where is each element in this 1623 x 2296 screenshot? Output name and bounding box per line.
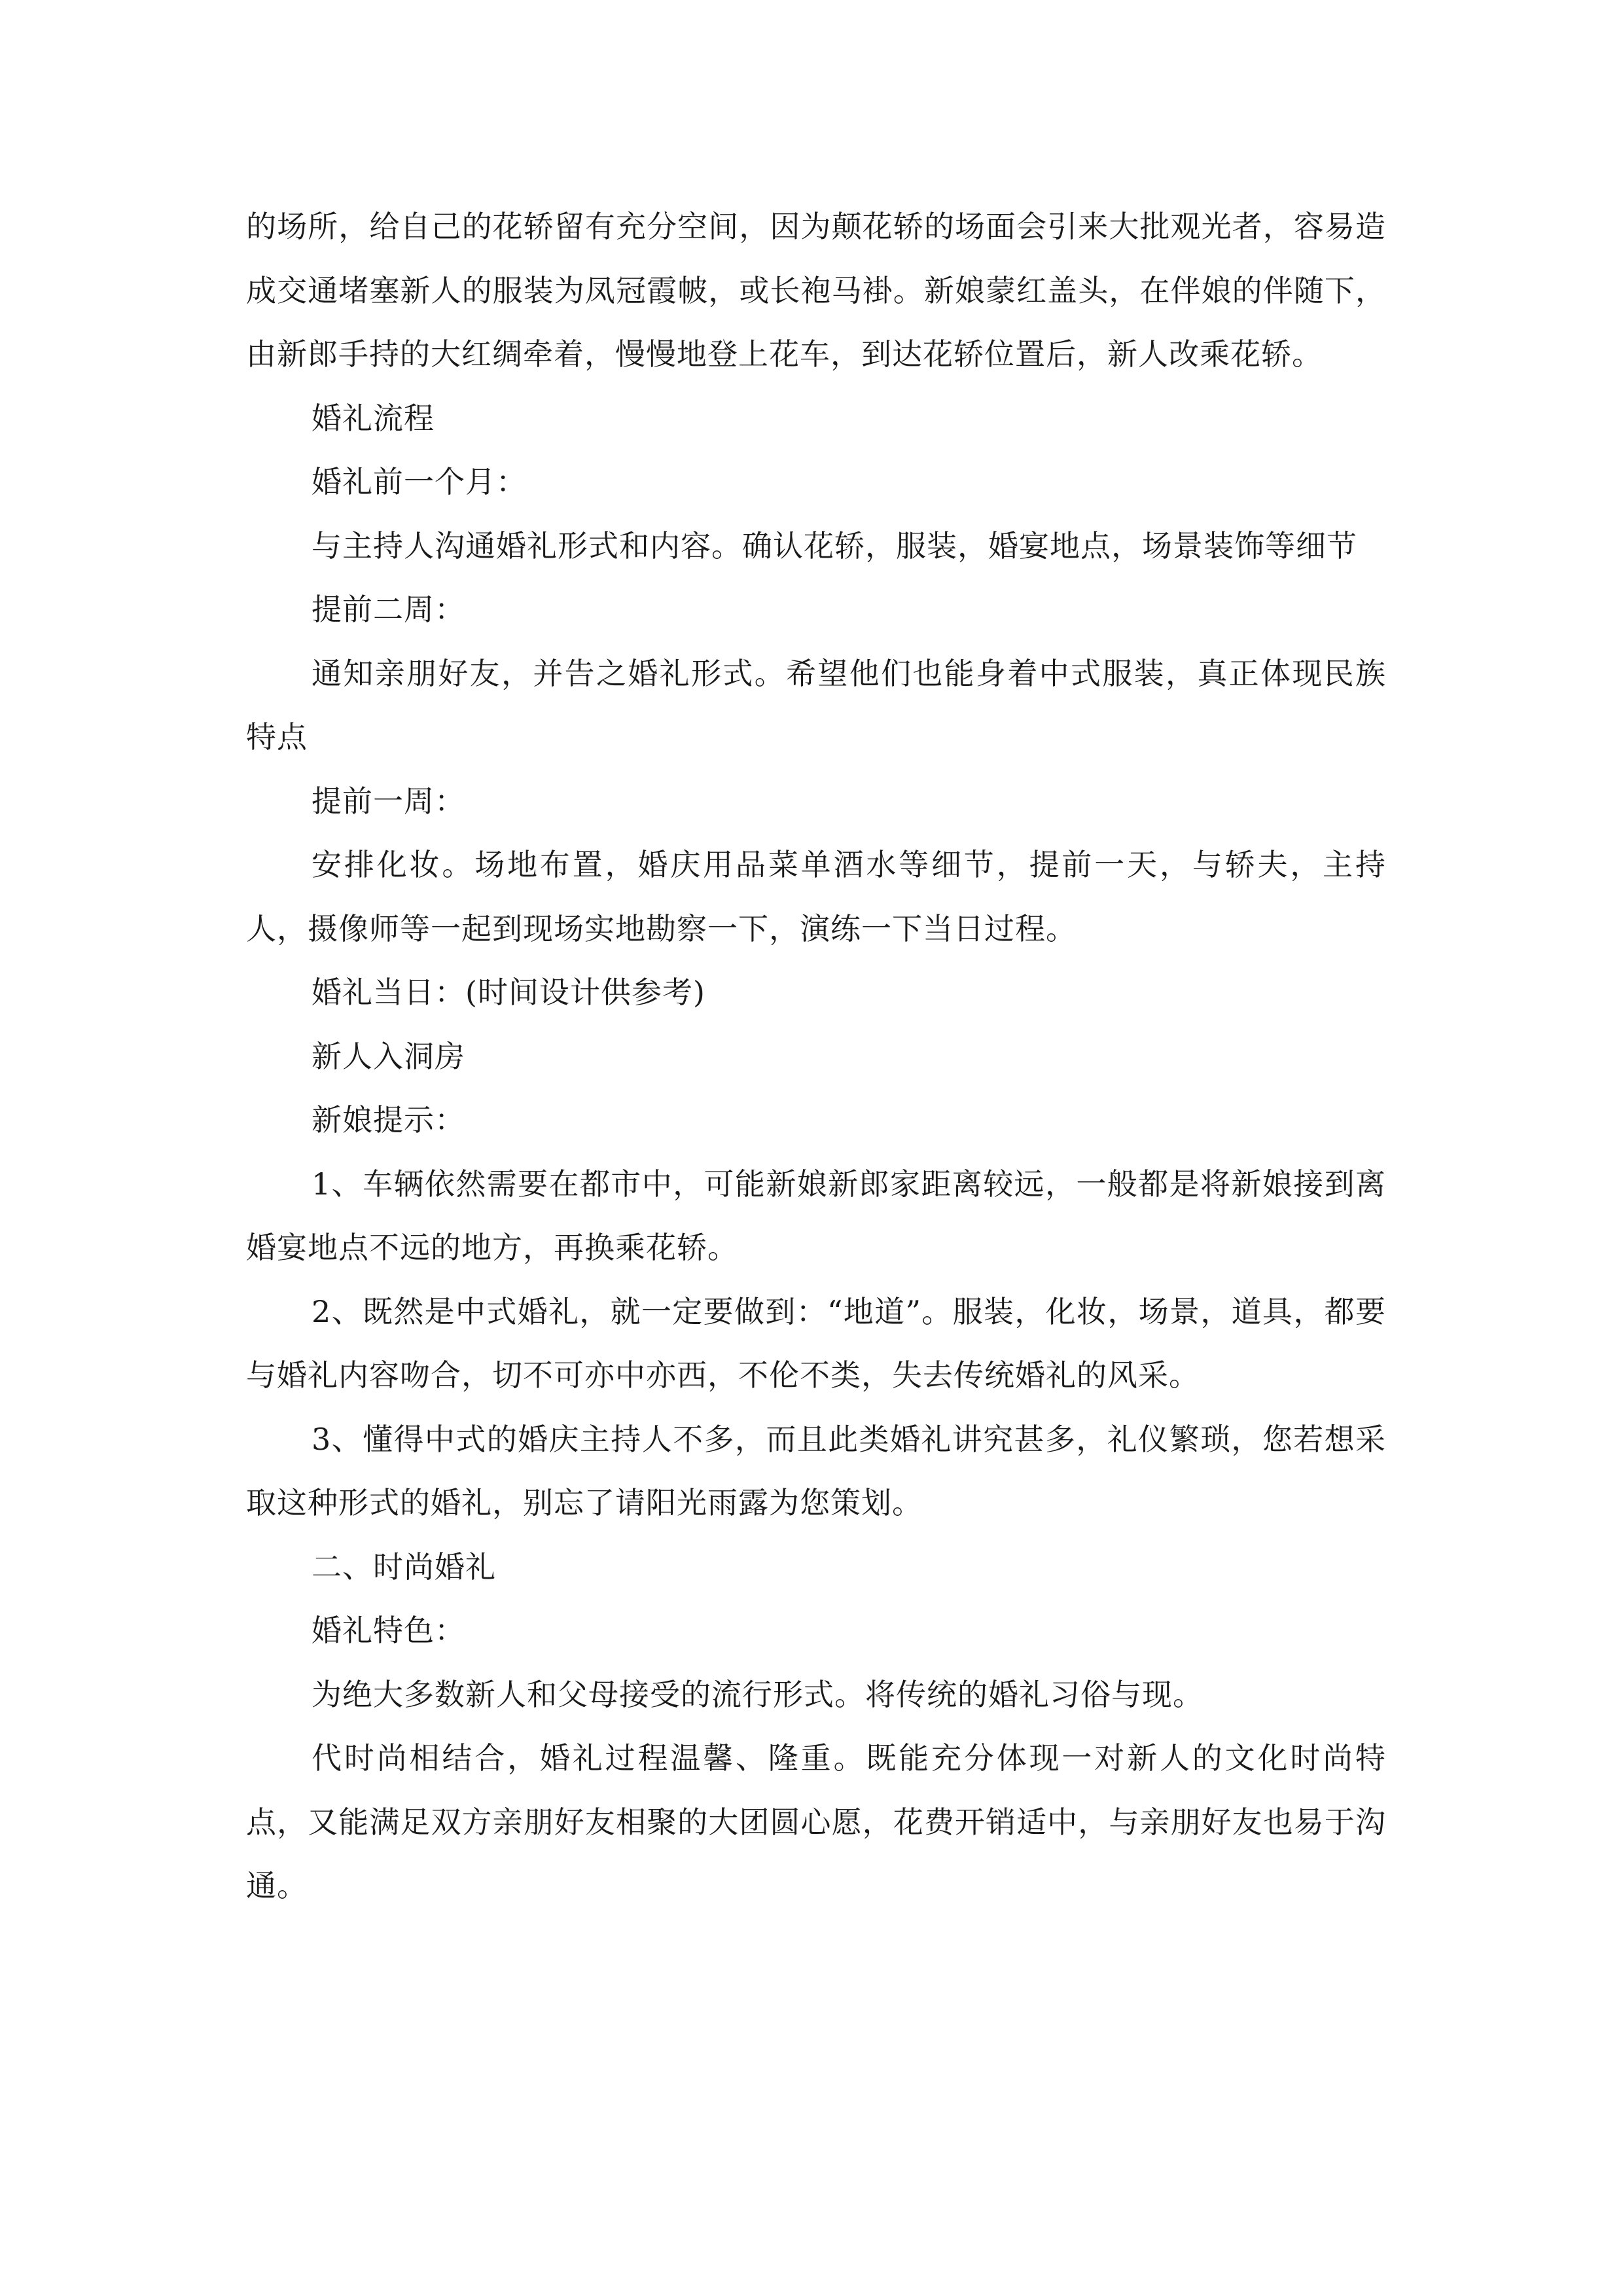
paragraph: 婚礼特色： xyxy=(312,1613,465,1648)
paragraph: 提前二周： xyxy=(312,592,465,627)
paragraph: 与主持人沟通婚礼形式和内容。确认花轿，服装，婚宴地点，场景装饰等细节 xyxy=(312,528,1357,564)
paragraph: 提前一周： xyxy=(312,783,465,819)
list-item: 2、既然是中式婚礼，就一定要做到：“地道”。服装，化妆，场景，道具，都要与婚礼内容吻合，切不可亦中亦西，不伦不类，失去传统婚礼的风采。 xyxy=(246,1293,1386,1393)
paragraph: 婚礼前一个月： xyxy=(312,464,527,499)
paragraph: 为绝大多数新人和父母接受的流行形式。将传统的婚礼习俗与现。 xyxy=(312,1676,1204,1712)
paragraph: 通知亲朋好友，并告之婚礼形式。希望他们也能身着中式服装，真正体现民族特点 xyxy=(246,655,1386,755)
list-item: 3、懂得中式的婚庆主持人不多，而且此类婚礼讲究甚多，礼仪繁琐，您若想采取这种形式的婚礼，别忘了请阳光雨露为您策划。 xyxy=(246,1421,1386,1520)
list-item: 1、车辆依然需要在都市中，可能新娘新郎家距离较远，一般都是将新娘接到离婚宴地点不远的地方，再换乘花轿。 xyxy=(246,1166,1386,1265)
document-body xyxy=(246,195,1386,1918)
paragraph: 婚礼当日：(时间设计供参考) xyxy=(312,975,705,1010)
paragraph: 新人入洞房 xyxy=(312,1038,465,1074)
paragraph: 新娘提示： xyxy=(312,1102,465,1138)
section-heading: 婚礼流程 xyxy=(312,400,435,436)
paragraph: 代时尚相结合，婚礼过程温馨、隆重。既能充分体现一对新人的文化时尚特点，又能满足双方亲朋好友相聚的大团圆心愿，花费开销适中，与亲朋好友也易于沟通。 xyxy=(246,1740,1386,1903)
paragraph: 安排化妆。场地布置，婚庆用品菜单酒水等细节，提前一天，与轿夫，主持人，摄像师等一起到现场实地勘察一下，演练一下当日过程。 xyxy=(246,847,1386,946)
section-heading: 二、时尚婚礼 xyxy=(312,1549,496,1585)
paragraph: 的场所，给自己的花轿留有充分空间，因为颠花轿的场面会引来大批观光者，容易造成交通堵塞新人的服装为凤冠霞帔，或长袍马褂。新娘蒙红盖头，在伴娘的伴随下，由新郎手持的大红绸牵着，慢慢地登上花车，到达花轿位置后，新人改乘花轿。 xyxy=(246,209,1386,372)
